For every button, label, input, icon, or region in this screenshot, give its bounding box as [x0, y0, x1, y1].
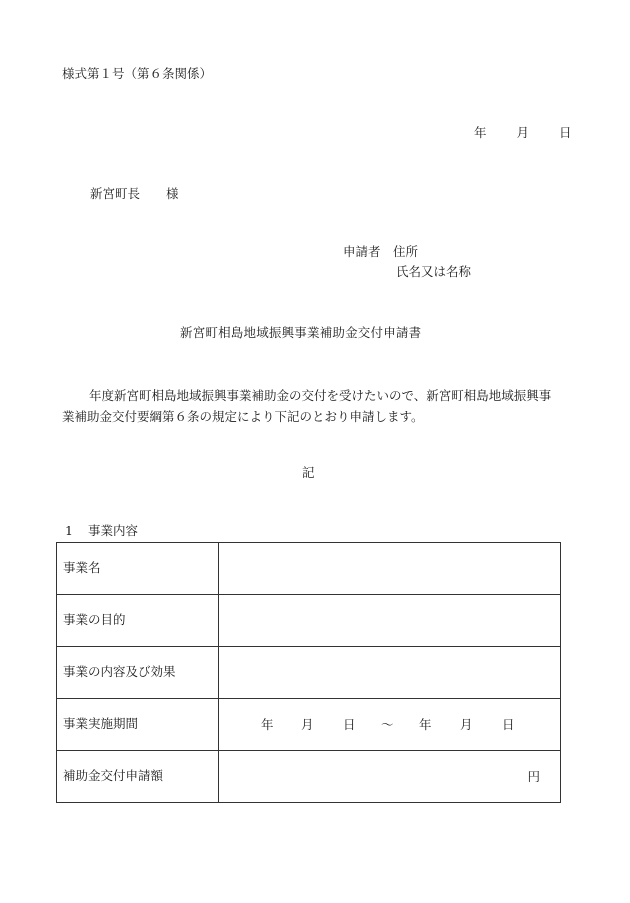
label-project-period: 事業実施期間: [57, 699, 219, 751]
date-year: 年: [474, 125, 487, 140]
period-end-month: 月: [460, 716, 473, 732]
ki-heading: 記: [302, 465, 315, 480]
value-project-purpose[interactable]: [219, 595, 561, 647]
date-month: 月: [516, 125, 530, 140]
date-day: 日: [559, 125, 572, 140]
applicant-label: 申請者: [343, 244, 381, 259]
table-row-project-name: [57, 543, 561, 595]
table-row-subsidy-amount: [57, 751, 561, 803]
value-project-period[interactable]: [219, 699, 561, 751]
table-row-project-purpose: [57, 595, 561, 647]
applicant-name-label: 氏名又は名称: [396, 264, 472, 279]
section-title: 事業内容: [87, 523, 138, 538]
value-project-content[interactable]: [219, 647, 561, 699]
content-table: [56, 542, 561, 803]
label-project-content: 事業の内容及び効果: [57, 647, 219, 699]
addressee: [90, 188, 179, 201]
section-heading: [65, 525, 138, 538]
label-project-purpose: 事業の目的: [57, 595, 219, 647]
period-start-day: 日: [343, 716, 356, 732]
addressee-honorific: 様: [166, 186, 179, 201]
table-row-project-period: [57, 699, 561, 751]
applicant-address-label: 住所: [393, 244, 419, 259]
period-start-year: 年: [261, 716, 274, 732]
period-start-month: 月: [301, 716, 314, 732]
label-project-name: 事業名: [57, 543, 219, 595]
value-project-name[interactable]: [219, 543, 561, 595]
body-paragraph: 年度新宮町相島地域振興事業補助金の交付を受けたいので、新宮町相島地域振興事業補助金交付要綱第６条の規定により下記のとおり申請します。: [62, 388, 552, 424]
period-end-day: 日: [502, 716, 515, 732]
addressee-name: 新宮町長: [90, 186, 141, 201]
label-subsidy-amount: 補助金交付申請額: [57, 751, 219, 803]
yen-unit: 円: [527, 768, 540, 784]
applicant-block: [343, 246, 471, 286]
table-row-project-content: [57, 647, 561, 699]
value-subsidy-amount[interactable]: [219, 751, 561, 803]
section-number: 1: [65, 523, 73, 538]
form-number: 様式第１号（第６条関係）: [62, 66, 213, 81]
document-title: 新宮町相島地域振興事業補助金交付申請書: [180, 325, 422, 340]
period-end-year: 年: [419, 716, 432, 732]
period-tilde: ～: [381, 716, 394, 732]
date-line: [474, 127, 572, 140]
